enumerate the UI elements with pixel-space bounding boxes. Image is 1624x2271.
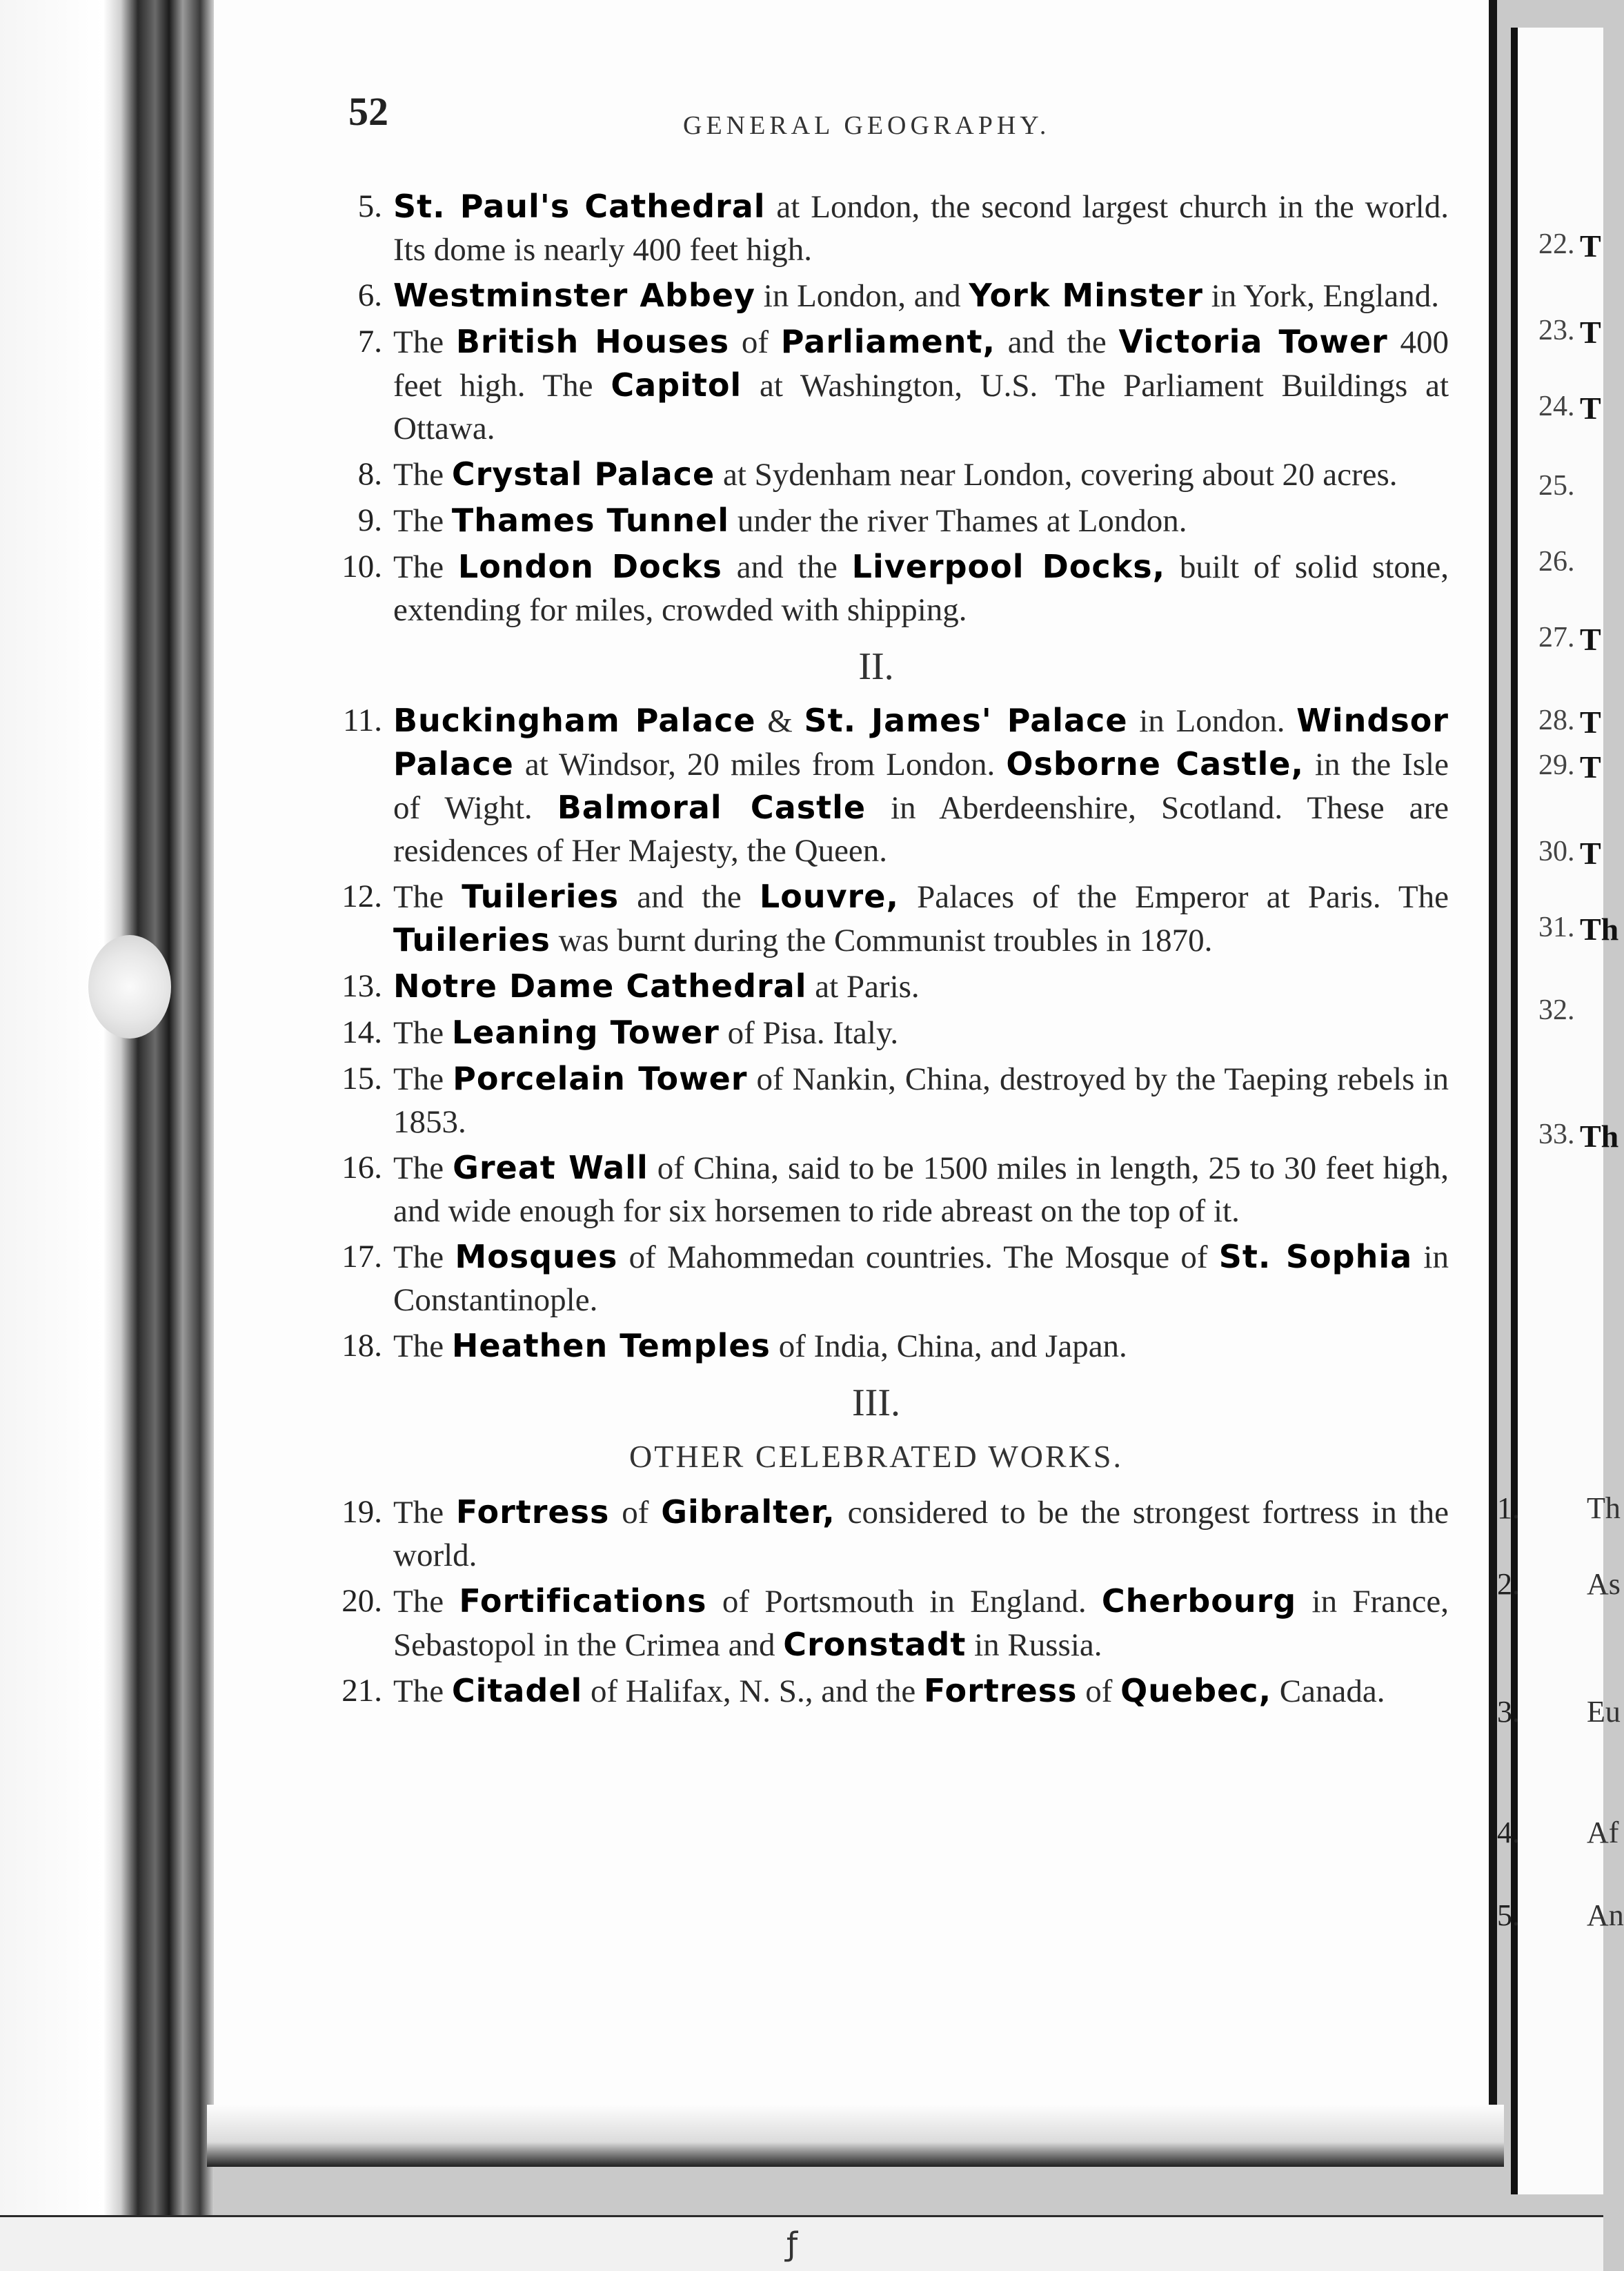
plain-text: Canada. [1271, 1673, 1385, 1709]
bold-term: Fortress [455, 1493, 610, 1531]
plain-text: The [393, 1061, 453, 1097]
bold-term: Osborne Castle, [1006, 745, 1304, 783]
binding-smudge [88, 935, 171, 1039]
item-number: 21. [341, 1673, 382, 1709]
plain-text: of Pisa. Italy. [719, 1015, 899, 1051]
bold-term: Citadel [451, 1672, 583, 1709]
facing-item-number: 25. [1538, 470, 1575, 502]
list-item [304, 545, 1449, 631]
facing-item-number: 23. [1538, 315, 1575, 346]
plain-text: The [393, 1328, 452, 1364]
bold-term: Quebec, [1120, 1672, 1272, 1709]
list-item [304, 965, 1449, 1008]
bold-term: Louvre, [759, 878, 899, 915]
plain-text: in London, and [755, 278, 969, 314]
facing-item-number: 27. [1538, 622, 1575, 653]
item-text [393, 1146, 1449, 1232]
section-subheading: OTHER CELEBRATED WORKS. [629, 1439, 1123, 1474]
bold-term: St. Sophia [1218, 1238, 1413, 1275]
list-item [304, 699, 1449, 872]
list-item [304, 499, 1449, 542]
bold-term: Buckingham Palace [393, 702, 756, 739]
bold-term: Parliament, [780, 323, 996, 360]
item-number: 16. [341, 1150, 382, 1186]
item-text [393, 699, 1449, 872]
item-number: 12. [341, 878, 382, 914]
plain-text: Palaces of the Emperor at Paris. The [898, 879, 1449, 915]
item-number: 18. [341, 1328, 382, 1364]
book-spine [0, 0, 214, 2269]
facing-item-number: 28. [1538, 705, 1575, 736]
plain-text: and the [995, 324, 1119, 360]
plain-text: in London. [1127, 703, 1297, 739]
plain-text: The [393, 1584, 459, 1620]
facing-item-text: T [1580, 315, 1601, 350]
bold-term: Notre Dame Cathedral [393, 967, 807, 1005]
plain-text: and the [619, 879, 760, 915]
bold-term: Crystal Palace [451, 455, 715, 493]
section-heading: II. [858, 645, 894, 688]
running-head: GENERAL GEOGRAPHY. [683, 111, 1051, 140]
item-text [393, 1580, 1449, 1667]
plain-text: under the river Thames at London. [729, 503, 1187, 539]
bold-term: Heathen Temples [451, 1327, 771, 1364]
bold-term: London Docks [457, 548, 722, 585]
list-item [304, 185, 1449, 271]
plain-text: The [393, 1015, 452, 1051]
bold-term: Cronstadt [783, 1626, 967, 1663]
item-text [393, 274, 1449, 317]
plain-text: at Windsor, 20 miles from London. [513, 747, 1007, 783]
plain-text: of Halifax, N. S., and the [582, 1673, 924, 1709]
plain-text: The [393, 1239, 455, 1275]
facing-item-number: 1. [1497, 1491, 1520, 1525]
bold-term: Victoria Tower [1118, 323, 1388, 360]
bold-term: Leaning Tower [451, 1014, 720, 1051]
item-text [393, 1011, 1449, 1054]
plain-text: The [393, 503, 452, 539]
bold-term: Mosques [455, 1238, 618, 1275]
bold-term: Fortifications [459, 1582, 707, 1620]
plain-text: of [1077, 1673, 1121, 1709]
facing-item-number: 24. [1538, 391, 1575, 422]
plain-text: & [755, 703, 804, 739]
bold-term: British Houses [455, 323, 730, 360]
bold-term: Thames Tunnel [451, 502, 730, 539]
plain-text: The [393, 1495, 456, 1531]
list-item [304, 453, 1449, 496]
item-text [393, 875, 1449, 962]
facing-item-text: T [1580, 749, 1601, 785]
bold-term: Great Wall [453, 1149, 648, 1186]
plain-text: in Constantinople. [393, 1239, 1449, 1318]
plain-text: and the [722, 549, 852, 585]
plain-text: in France, Sebastopol in the Crimea and [393, 1584, 1449, 1663]
list-item [304, 1324, 1449, 1368]
plain-text: at Washington, U.S. The Parliament Buildings at Ottawa. [393, 368, 1449, 446]
bold-term: Porcelain Tower [453, 1060, 748, 1097]
item-number: 17. [341, 1239, 382, 1275]
facing-item-number: 3. [1497, 1695, 1520, 1729]
item-number: 13. [341, 968, 382, 1004]
facing-item-text: An [1587, 1898, 1624, 1932]
page-bottom-edge [207, 2105, 1504, 2167]
facing-item-number: 29. [1538, 749, 1575, 781]
plain-text: of [609, 1495, 662, 1531]
facing-item-number: 2. [1497, 1567, 1520, 1601]
item-number: 9. [357, 502, 382, 538]
facing-item-text: T [1580, 836, 1601, 871]
facing-item-text: T [1580, 228, 1601, 264]
facing-item-text: Af [1587, 1816, 1619, 1849]
item-text [393, 1235, 1449, 1321]
bold-term: York Minster [969, 277, 1203, 314]
plain-text: The [393, 457, 452, 493]
bold-term: Fortress [923, 1672, 1078, 1709]
plain-text: of [729, 324, 781, 360]
item-number: 8. [357, 456, 382, 492]
plain-text: The [393, 1673, 452, 1709]
plain-text: built of solid stone, extending for miles, crowded with shipping. [393, 549, 1449, 628]
bold-term: Cherbourg [1101, 1582, 1297, 1620]
facing-item-number: 26. [1538, 546, 1575, 578]
item-text [393, 545, 1449, 631]
list-item [304, 320, 1449, 450]
facing-item-text: Th [1587, 1491, 1621, 1525]
plain-text: 400 feet high. The [393, 324, 1449, 404]
item-text [393, 499, 1449, 542]
plain-text: of Portsmouth in England. [706, 1584, 1102, 1620]
plain-text: at London, the second largest church in the world. Its dome is nearly 400 feet high. [393, 189, 1449, 268]
item-text [393, 185, 1449, 271]
page-number: 52 [348, 89, 388, 134]
bold-term: Liverpool Docks, [851, 548, 1166, 585]
list-item [304, 1011, 1449, 1054]
plain-text: was burnt during the Communist troubles in 1870. [550, 923, 1213, 958]
plain-text: at Sydenham near London, covering about 20 acres. [715, 457, 1398, 493]
bold-term: Tuileries [462, 878, 620, 915]
plain-text: The [393, 1150, 453, 1186]
facing-item-text: Th [1580, 1119, 1619, 1154]
facing-item-text: T [1580, 705, 1601, 740]
plain-text: The [393, 324, 456, 360]
facing-item-text: T [1580, 622, 1601, 657]
item-number: 5. [357, 188, 382, 224]
item-text [393, 320, 1449, 450]
item-text [393, 965, 1449, 1008]
plain-text: of India, China, and Japan. [770, 1328, 1127, 1364]
list-item [304, 1669, 1449, 1713]
list-item [304, 875, 1449, 962]
bold-term: Gibralter, [661, 1493, 835, 1531]
facing-item-number: 31. [1538, 912, 1575, 943]
bold-term: Windsor Palace [393, 702, 1449, 783]
bold-term: St. James' Palace [804, 702, 1128, 739]
list-item [304, 1235, 1449, 1321]
plain-text: in Russia. [966, 1627, 1102, 1663]
bold-term: Tuileries [393, 921, 551, 958]
list-item [304, 1580, 1449, 1667]
item-number: 10. [341, 549, 382, 584]
bold-term: Westminster Abbey [393, 277, 756, 314]
item-text [393, 1669, 1449, 1713]
scan-bottom-strip [0, 2215, 1603, 2271]
list-item [304, 1057, 1449, 1143]
item-number: 15. [341, 1061, 382, 1097]
plain-text: in York, England. [1202, 278, 1440, 314]
plain-text: of Mahommedan countries. The Mosque of [617, 1239, 1219, 1275]
plain-text: in the Isle of Wight. [393, 747, 1449, 826]
list-item [304, 1491, 1449, 1577]
plain-text: The [393, 879, 462, 915]
item-number: 19. [341, 1494, 382, 1530]
plain-text: of Nankin, China, destroyed by the Taeping rebels in 1853. [393, 1061, 1449, 1140]
facing-item-number: 22. [1538, 228, 1575, 260]
item-text [393, 1491, 1449, 1577]
facing-item-number: 30. [1538, 836, 1575, 867]
facing-page [1511, 28, 1603, 2194]
facing-item-number: 5. [1497, 1898, 1520, 1932]
plain-text: of China, said to be 1500 miles in length, 25 to 30 feet high, and wide enough for six horsemen to ride abreast on the top of it. [393, 1150, 1449, 1229]
plain-text: considered to be the strongest fortress in the world. [393, 1495, 1449, 1573]
item-text [393, 1057, 1449, 1143]
list-item [304, 274, 1449, 317]
item-number: 14. [341, 1014, 382, 1050]
item-number: 7. [357, 324, 382, 360]
plain-text: in Aberdeenshire, Scotland. These are residences of Her Majesty, the Queen. [393, 790, 1449, 869]
plain-text: at Paris. [806, 969, 920, 1005]
section-heading: III. [852, 1382, 900, 1424]
scan-mark: ƒ [786, 2225, 798, 2263]
facing-item-text: As [1587, 1567, 1621, 1601]
item-text [393, 453, 1449, 496]
item-text [393, 1324, 1449, 1368]
bold-term: St. Paul's Cathedral [393, 188, 766, 225]
facing-item-number: 4. [1497, 1816, 1520, 1849]
facing-item-text: Eu [1587, 1695, 1621, 1729]
item-number: 20. [341, 1583, 382, 1619]
facing-item-number: 33. [1538, 1119, 1575, 1150]
facing-item-number: 32. [1538, 994, 1575, 1026]
facing-item-text: T [1580, 391, 1601, 426]
bold-term: Capitol [611, 366, 742, 404]
item-number: 6. [357, 277, 382, 313]
bold-term: Balmoral Castle [557, 789, 867, 826]
list-item [304, 1146, 1449, 1232]
item-number: 11. [342, 702, 382, 738]
plain-text: The [393, 549, 458, 585]
entry-list [304, 185, 1449, 1715]
facing-item-text: Th [1580, 912, 1619, 947]
